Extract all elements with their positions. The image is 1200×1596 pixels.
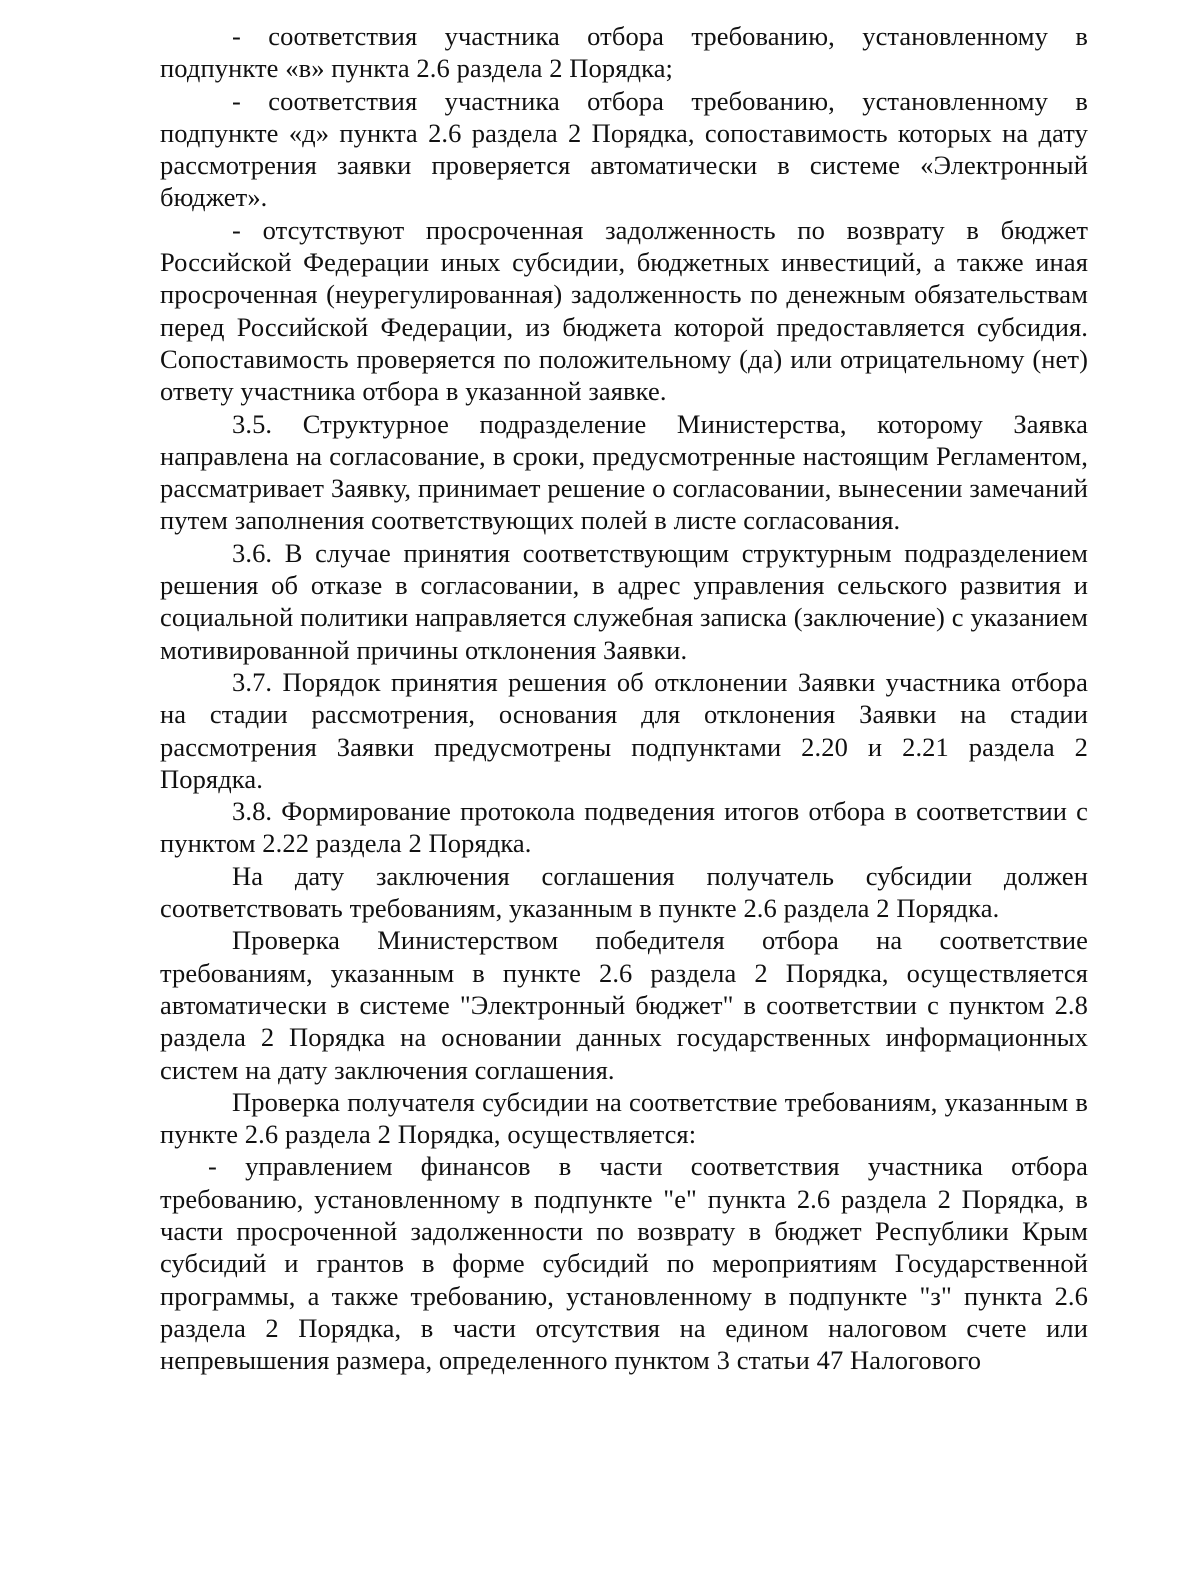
paragraph-3-7: 3.7. Порядок принятия решения об отклонении Заявки участника отбора на стадии рассмотрения, основания для отклонения Заявки на стадии рассмотрения Заявки предусмотрены подпунктами 2.20 и 2.21 раздела 2 Порядка. (160, 666, 1088, 794)
paragraph-3-6: 3.6. В случае принятия соответствующим структурным подразделением решения об отказе в согласовании, в адрес управления сельского развития и социальной политики направляется служебная записка (заключение) с указанием мотивированной причины отклонения Заявки. (160, 537, 1088, 665)
paragraph-finance-department: - управлением финансов в части соответствия участника отбора требованию, установленному в подпункте "е" пункта 2.6 раздела 2 Порядка, в части просроченной задолженности по возврату в бюджет Республики Крым субсидий и грантов в форме субсидий по мероприятиям Государственной программы, а также требованию, установленному в подпункте "з" пункта 2.6 раздела 2 Порядка, в части отсутствия на едином налоговом счете или непревышения размера, определенного пунктом 3 статьи 47 Налогового (160, 1151, 1088, 1376)
paragraph-agreement-date: На дату заключения соглашения получатель субсидии должен соответствовать требованиям, указанным в пункте 2.6 раздела 2 Порядка. (160, 860, 1088, 924)
paragraph-2: - соответствия участника отбора требованию, установленному в подпункте «д» пункта 2.6 раздела 2 Порядка, сопоставимость которых на дату рассмотрения заявки проверяется автоматически в системе «Электронный бюджет». (160, 85, 1088, 213)
paragraph-1: - соответствия участника отбора требованию, установленному в подпункте «в» пункта 2.6 раздела 2 Порядка; (160, 21, 1088, 84)
paragraph-3-8: 3.8. Формирование протокола подведения итогов отбора в соответствии с пунктом 2.22 раздела 2 Порядка. (160, 796, 1088, 859)
paragraph-3: - отсутствуют просроченная задолженность по возврату в бюджет Российской Федерации иных субсидии, бюджетных инвестиций, а также иная просроченная (неурегулированная) задолженность по денежным обязательствам перед Российской Федерации, из бюджета которой предоставляется субсидия. Сопоставимость проверяется по положительному (да) или отрицательному (нет) ответу участника отбора в указанной заявке. (160, 214, 1088, 407)
paragraph-recipient-check: Проверка получателя субсидии на соответствие требованиям, указанным в пункте 2.6 раздела 2 Порядка, осуществляется: (160, 1086, 1088, 1150)
paragraph-ministry-check: Проверка Министерством победителя отбора на соответствие требованиям, указанным в пункте 2.6 раздела 2 Порядка, осуществляется автоматически в системе "Электронный бюджет" в соответствии с пунктом 2.8 раздела 2 Порядка на основании данных государственных информационных систем на дату заключения соглашения. (160, 925, 1088, 1085)
document-body (160, 20, 1088, 1376)
paragraph-3-5: 3.5. Структурное подразделение Министерства, которому Заявка направлена на согласование, в сроки, предусмотренные настоящим Регламентом, рассматривает Заявку, принимает решение о согласовании, вынесении замечаний путем заполнения соответствующих полей в листе согласования. (160, 408, 1088, 536)
